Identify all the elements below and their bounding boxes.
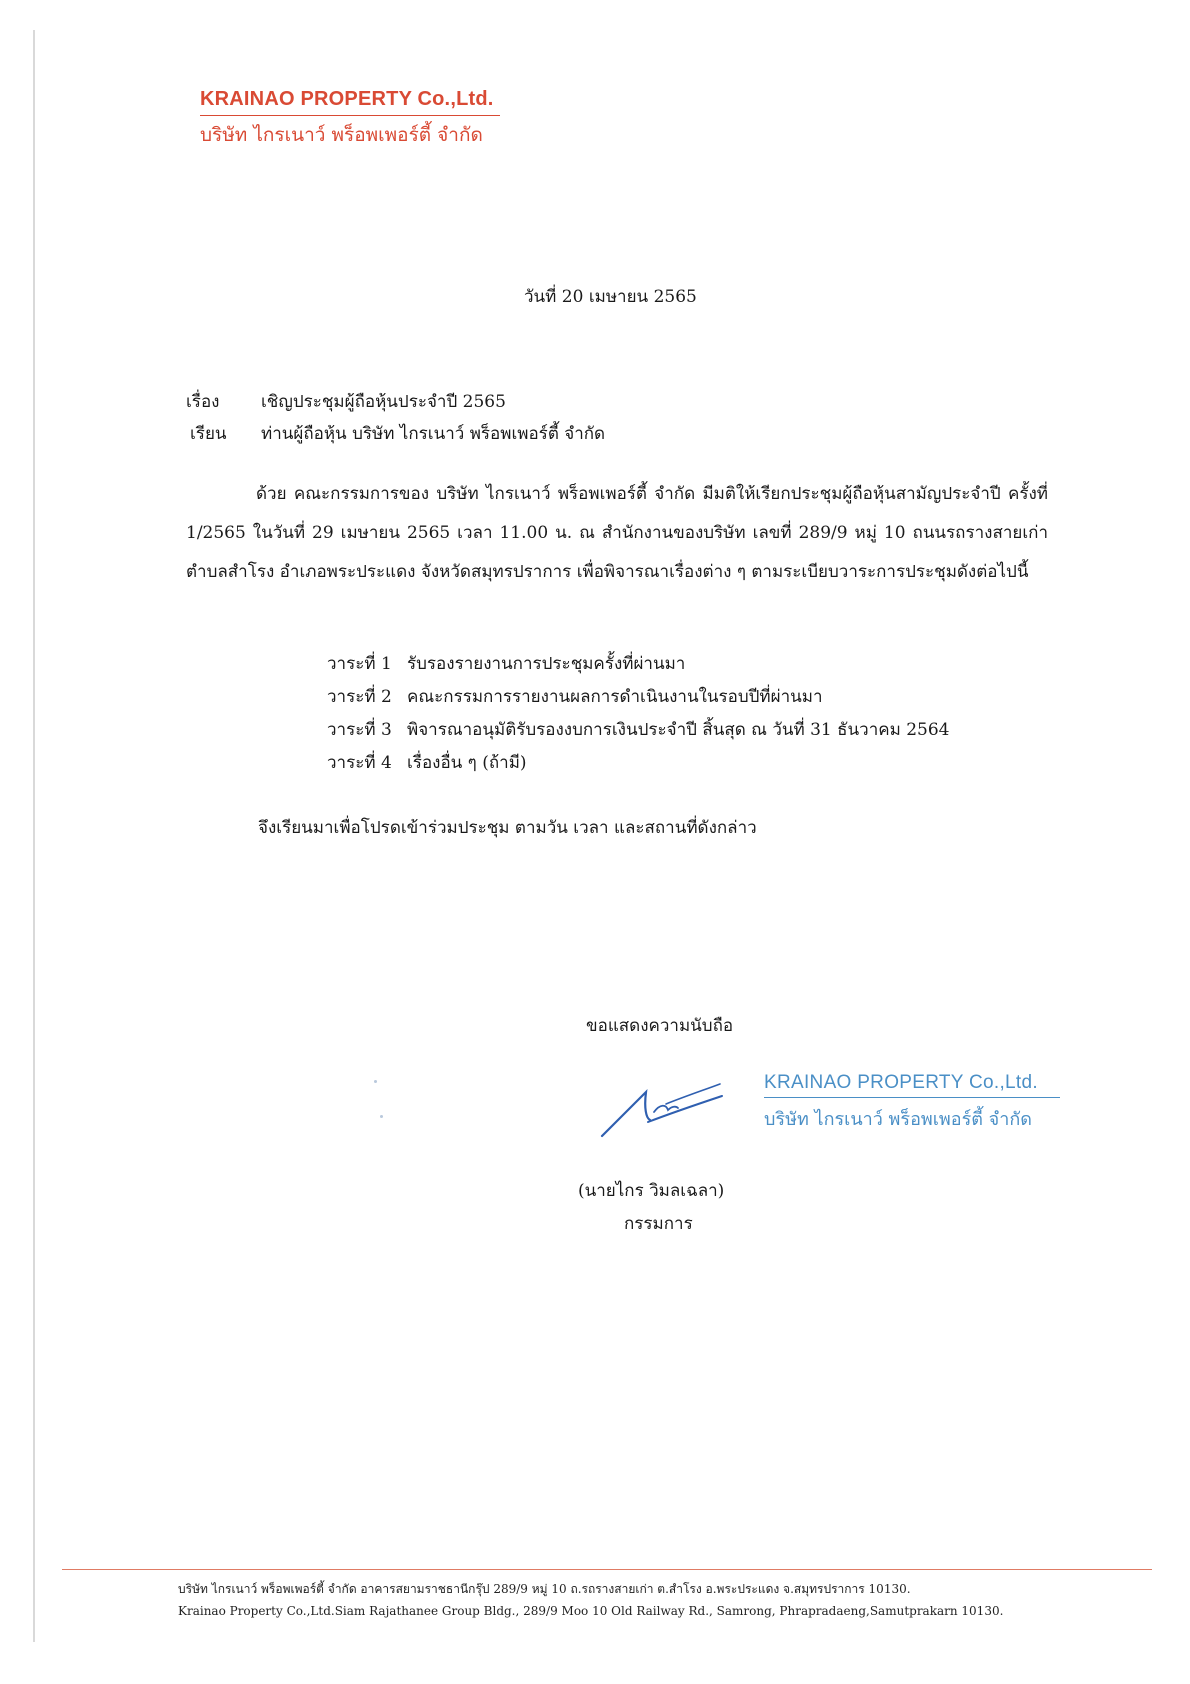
scan-speck [374,1080,377,1083]
subject-text: เชิญประชุมผู้ถือหุ้นประจำปี 2565 [261,392,506,412]
agenda-item [327,747,950,780]
agenda-number: วาระที่ 3 [327,720,392,740]
letter-date: วันที่ 20 เมษายน 2565 [524,287,697,307]
letterhead [200,88,500,150]
recipient-text: ท่านผู้ถือหุ้น บริษัท ไกรเนาว์ พร็อพเพอร์ตี้ จำกัด [261,424,606,444]
signer-name: (นายไกร วิมลเฉลา) [578,1181,725,1201]
footer-rule [62,1569,1152,1570]
body-paragraph: ด้วย คณะกรรมการของ บริษัท ไกรเนาว์ พร็อพเพอร์ตี้ จำกัด มีมติให้เรียกประชุมผู้ถือหุ้นสามัญประจำปี ครั้งที่ 1/2565 ในวันที่ 29 เมษายน 2565 เวลา 11.00 น. ณ สำนักงานของบริษัท เลขที่ 289/9 หมู่ 10 ถนนรถรางสายเก่า ตำบลสำโรง อำเภอพระประแดง จังหวัดสมุทรปราการ เพื่อพิจารณาเรื่องต่าง ๆ ตามระเบียบวาระการประชุมดังต่อไปนี้ [186,484,1048,582]
footer-address-th: บริษัท ไกรเนาว์ พร็อพเพอร์ตี้ จำกัด อาคารสยามราชธานีกรุ๊ป 289/9 หมู่ 10 ถ.รถรางสายเก่า ต.สำโรง อ.พระประแดง จ.สมุทรปราการ 10130. [178,1582,911,1596]
agenda-text: เรื่องอื่น ๆ (ถ้ามี) [407,753,527,773]
scan-speck [380,1115,383,1118]
agenda-item [327,648,950,681]
signature-image [596,1074,726,1142]
recipient-label: เรียน [190,424,227,444]
agenda-number: วาระที่ 2 [327,687,392,707]
agenda-text: พิจารณาอนุมัติรับรองงบการเงินประจำปี สิ้นสุด ณ วันที่ 31 ธันวาคม 2564 [407,720,950,740]
agenda-text: รับรองรายงานการประชุมครั้งที่ผ่านมา [407,654,686,674]
subject-label: เรื่อง [186,392,220,412]
company-stamp [764,1072,1060,1133]
footer-address-en: Krainao Property Co.,Ltd.Siam Rajathanee Group Bldg., 289/9 Moo 10 Old Railway Rd., Samrong, Phrapradaeng,Samutprakarn 10130. [178,1604,1004,1618]
scan-edge [33,30,35,1642]
signer-title: กรรมการ [624,1214,693,1234]
agenda-list [327,648,950,780]
letterhead-company-en: KRAINAO PROPERTY Co.,Ltd. [200,88,500,116]
recipient-row [190,420,605,447]
agenda-number: วาระที่ 1 [327,654,392,674]
stamp-company-en: KRAINAO PROPERTY Co.,Ltd. [764,1072,1060,1098]
stamp-company-th: บริษัท ไกรเนาว์ พร็อพเพอร์ตี้ จำกัด [764,1109,1032,1130]
letterhead-company-th: บริษัท ไกรเนาว์ พร็อพเพอร์ตี้ จำกัด [200,124,483,146]
agenda-item [327,714,950,747]
regards-text: ขอแสดงความนับถือ [586,1016,734,1036]
agenda-number: วาระที่ 4 [327,753,392,773]
closing-text: จึงเรียนมาเพื่อโปรดเข้าร่วมประชุม ตามวัน เวลา และสถานที่ดังกล่าว [258,818,757,838]
agenda-item [327,681,950,714]
footer-address [178,1578,1003,1622]
subject-row [186,388,506,415]
agenda-text: คณะกรรมการรายงานผลการดำเนินงานในรอบปีที่ผ่านมา [407,687,823,707]
